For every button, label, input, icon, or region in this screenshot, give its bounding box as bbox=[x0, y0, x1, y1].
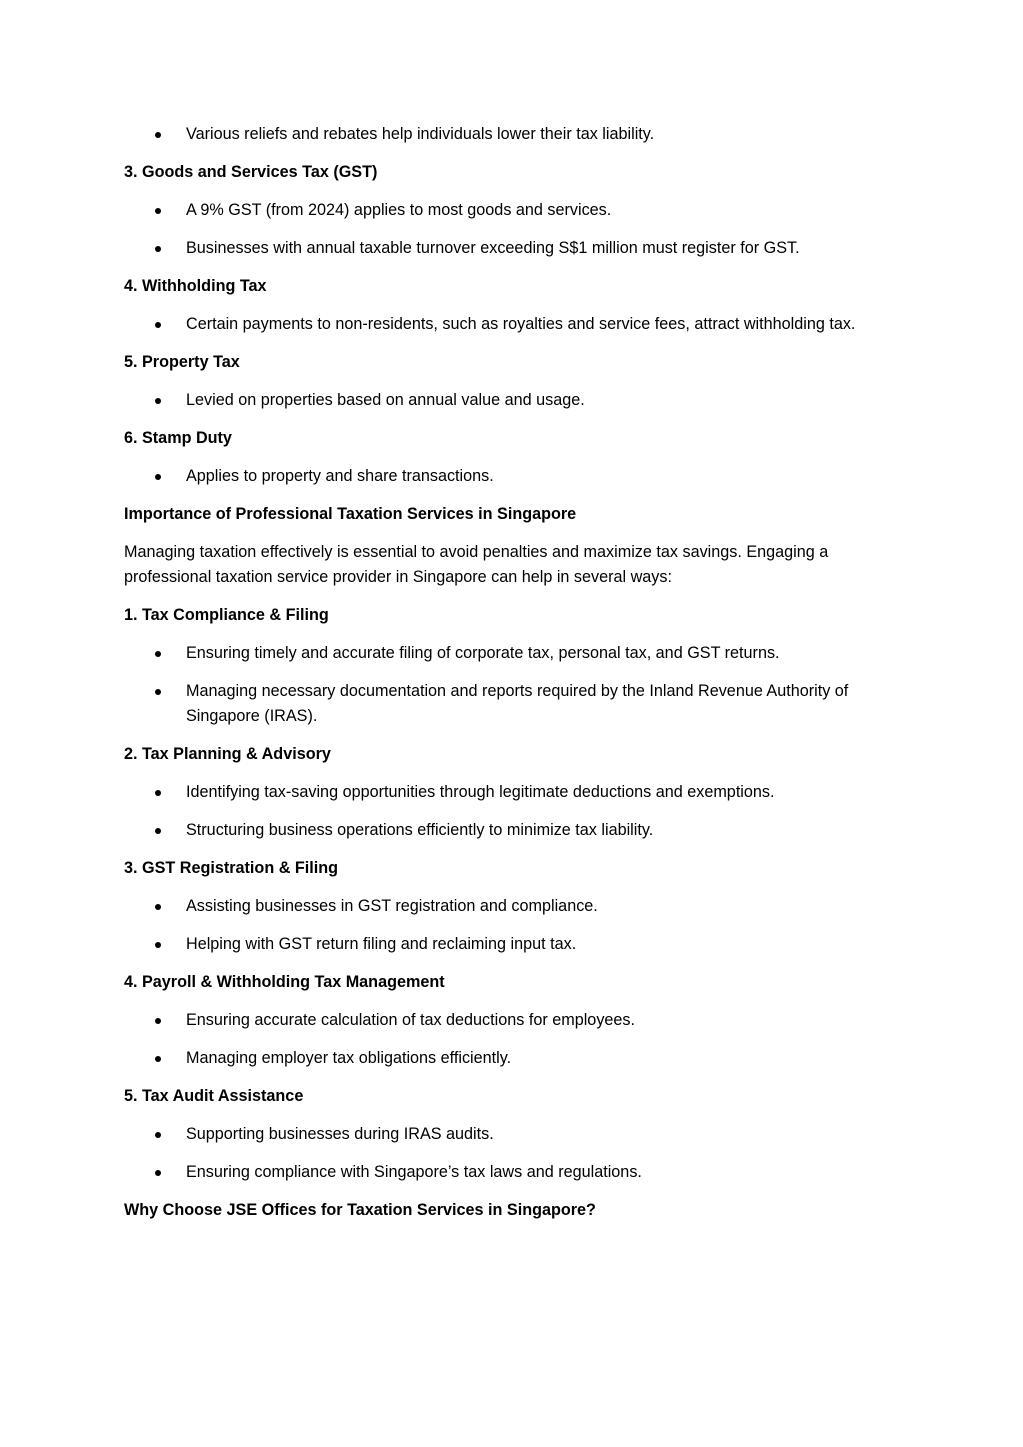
list-item bbox=[124, 1122, 884, 1147]
list-item bbox=[124, 1008, 884, 1033]
list-item bbox=[124, 932, 884, 957]
list-item-text: Managing employer tax obligations efficiently. bbox=[186, 1049, 512, 1067]
bullet-icon bbox=[155, 1170, 161, 1176]
section-heading: 6. Stamp Duty bbox=[124, 429, 232, 447]
list-item bbox=[124, 1046, 884, 1071]
list-item bbox=[124, 1160, 884, 1185]
list-item bbox=[124, 780, 884, 805]
document-body bbox=[124, 122, 884, 1236]
bullet-list bbox=[124, 122, 884, 147]
paragraph: Managing taxation effectively is essential to avoid penalties and maximize tax savings. Engaging a professional taxation service provider in Singapore can help in several ways: bbox=[124, 543, 829, 586]
section-heading: Why Choose JSE Offices for Taxation Services in Singapore? bbox=[124, 1201, 596, 1219]
bullet-icon bbox=[155, 689, 161, 695]
bullet-icon bbox=[155, 1018, 161, 1024]
bullet-list bbox=[124, 641, 884, 729]
bullet-list bbox=[124, 780, 884, 843]
list-item-text: Supporting businesses during IRAS audits. bbox=[186, 1125, 494, 1143]
list-item-text: Helping with GST return filing and reclaiming input tax. bbox=[186, 935, 577, 953]
bullet-icon bbox=[155, 942, 161, 948]
section-heading: 1. Tax Compliance & Filing bbox=[124, 606, 329, 624]
section-heading: 3. Goods and Services Tax (GST) bbox=[124, 163, 378, 181]
list-item bbox=[124, 198, 884, 223]
list-item bbox=[124, 641, 884, 666]
list-item bbox=[124, 679, 884, 729]
bullet-list bbox=[124, 1122, 884, 1185]
list-item-text: Structuring business operations efficiently to minimize tax liability. bbox=[186, 821, 654, 839]
list-item-text: Applies to property and share transactions. bbox=[186, 467, 494, 485]
section-heading: 3. GST Registration & Filing bbox=[124, 859, 339, 877]
section-heading: 4. Withholding Tax bbox=[124, 277, 267, 295]
list-item-text: Ensuring timely and accurate filing of corporate tax, personal tax, and GST returns. bbox=[186, 644, 780, 662]
bullet-icon bbox=[155, 398, 161, 404]
bullet-list bbox=[124, 312, 884, 337]
list-item-text: Levied on properties based on annual value and usage. bbox=[186, 391, 585, 409]
list-item-text: Assisting businesses in GST registration and compliance. bbox=[186, 897, 598, 915]
bullet-icon bbox=[155, 1056, 161, 1062]
list-item bbox=[124, 464, 884, 489]
section-heading: 4. Payroll & Withholding Tax Management bbox=[124, 973, 445, 991]
bullet-icon bbox=[155, 651, 161, 657]
bullet-icon bbox=[155, 132, 161, 138]
bullet-icon bbox=[155, 208, 161, 214]
list-item bbox=[124, 818, 884, 843]
bullet-icon bbox=[155, 474, 161, 480]
bullet-list bbox=[124, 464, 884, 489]
section-heading: 2. Tax Planning & Advisory bbox=[124, 745, 331, 763]
list-item-text: A 9% GST (from 2024) applies to most goods and services. bbox=[186, 201, 612, 219]
list-item bbox=[124, 236, 884, 261]
list-item-text: Identifying tax-saving opportunities through legitimate deductions and exemptions. bbox=[186, 783, 775, 801]
bullet-icon bbox=[155, 904, 161, 910]
list-item-text: Ensuring accurate calculation of tax deductions for employees. bbox=[186, 1011, 636, 1029]
bullet-icon bbox=[155, 322, 161, 328]
list-item-text: Various reliefs and rebates help individuals lower their tax liability. bbox=[186, 125, 655, 143]
list-item-text: Managing necessary documentation and reports required by the Inland Revenue Authority of Singapore (IRAS). bbox=[186, 682, 849, 725]
bullet-icon bbox=[155, 246, 161, 252]
bullet-icon bbox=[155, 1132, 161, 1138]
list-item bbox=[124, 894, 884, 919]
list-item-text: Ensuring compliance with Singapore’s tax laws and regulations. bbox=[186, 1163, 642, 1181]
bullet-list bbox=[124, 388, 884, 413]
list-item-text: Businesses with annual taxable turnover exceeding S$1 million must register for GST. bbox=[186, 239, 800, 257]
list-item bbox=[124, 388, 884, 413]
bullet-list bbox=[124, 894, 884, 957]
bullet-icon bbox=[155, 790, 161, 796]
section-heading: Importance of Professional Taxation Services in Singapore bbox=[124, 505, 577, 523]
list-item bbox=[124, 122, 884, 147]
bullet-icon bbox=[155, 828, 161, 834]
bullet-list bbox=[124, 198, 884, 261]
section-heading: 5. Tax Audit Assistance bbox=[124, 1087, 304, 1105]
bullet-list bbox=[124, 1008, 884, 1071]
section-heading: 5. Property Tax bbox=[124, 353, 240, 371]
list-item-text: Certain payments to non-residents, such as royalties and service fees, attract withholding tax. bbox=[186, 315, 856, 333]
list-item bbox=[124, 312, 884, 337]
